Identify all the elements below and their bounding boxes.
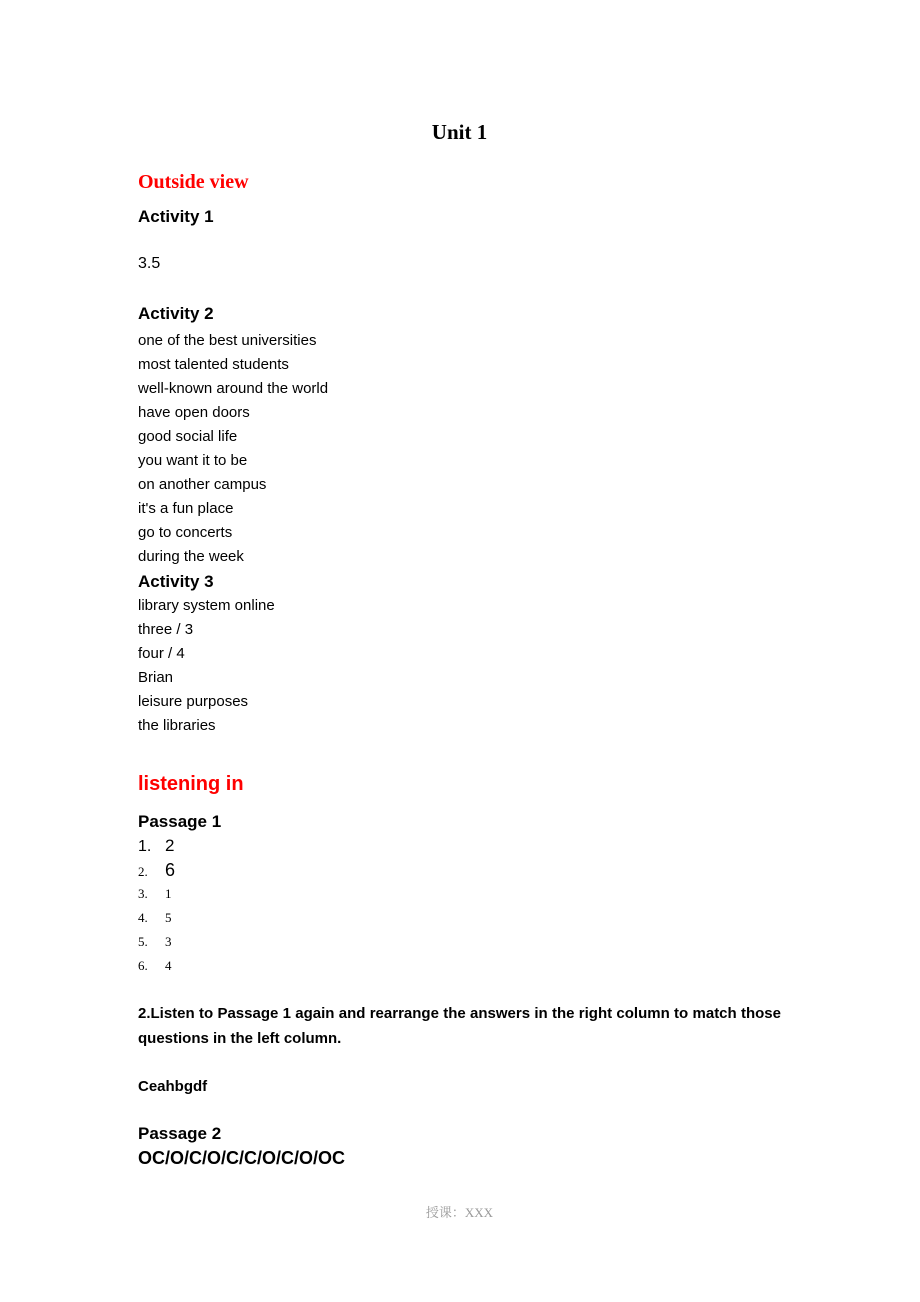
- answer-line: Brian: [138, 669, 174, 686]
- passage-1-rearranged-answer: Ceahbgdf: [138, 1078, 208, 1095]
- activity-1-heading: Activity 1: [138, 207, 214, 226]
- answer-line: most talented students: [138, 356, 289, 373]
- answer-value: 6: [165, 860, 176, 880]
- passage-1-heading: Passage 1: [138, 812, 222, 831]
- answer-line: four / 4: [138, 645, 185, 662]
- answer-line: have open doors: [138, 404, 250, 421]
- answer-line: library system online: [138, 597, 275, 614]
- section-heading-listening-in: listening in: [138, 773, 244, 795]
- answer-value: 3: [165, 934, 172, 949]
- answer-number: 3.: [138, 886, 148, 901]
- answer-line: three / 3: [138, 621, 194, 638]
- answer-number: 6.: [138, 958, 148, 973]
- answer-line: the libraries: [138, 717, 216, 734]
- answer-line: on another campus: [138, 476, 267, 493]
- numbered-answer-row: [138, 882, 781, 906]
- activity-1-answer: 3.5: [138, 255, 161, 272]
- answer-number: 5.: [138, 934, 148, 949]
- answer-line: you want it to be: [138, 452, 248, 469]
- answer-line: well-known around the world: [138, 380, 329, 397]
- answer-value: 5: [165, 910, 172, 925]
- numbered-answer-row: [138, 906, 781, 930]
- activity-2-heading: Activity 2: [138, 304, 214, 323]
- answer-line: leisure purposes: [138, 693, 249, 710]
- numbered-answer-row: [138, 954, 781, 978]
- answer-number: 2.: [138, 864, 148, 879]
- passage-2-heading: Passage 2: [138, 1124, 222, 1143]
- activity-2-answer-list: [138, 329, 781, 569]
- answer-line: go to concerts: [138, 524, 233, 541]
- answer-line: it's a fun place: [138, 500, 234, 517]
- answer-value: 2: [165, 836, 175, 855]
- answer-number: 4.: [138, 910, 148, 925]
- numbered-answer-row: [138, 834, 781, 858]
- page-footer: 授课：XXX: [425, 1205, 494, 1220]
- activity-3-answer-list: [138, 594, 781, 738]
- passage-2-answer: OC/O/C/O/C/C/O/C/O/OC: [138, 1148, 346, 1168]
- answer-value: 1: [165, 886, 172, 901]
- answer-line: good social life: [138, 428, 238, 445]
- section-heading-outside-view: Outside view: [138, 171, 249, 193]
- passage-1-instruction: 2.Listen to Passage 1 again and rearrange the answers in the right column to match those questions in the left column.: [138, 1005, 781, 1047]
- numbered-answer-row: [138, 858, 781, 882]
- answer-number: 1.: [138, 838, 152, 855]
- answer-value: 4: [165, 958, 172, 973]
- page-title: Unit 1: [431, 120, 488, 144]
- passage-1-answer-list: [138, 834, 781, 978]
- activity-3-heading: Activity 3: [138, 572, 214, 591]
- answer-line: during the week: [138, 548, 244, 565]
- numbered-answer-row: [138, 930, 781, 954]
- answer-line: one of the best universities: [138, 332, 317, 349]
